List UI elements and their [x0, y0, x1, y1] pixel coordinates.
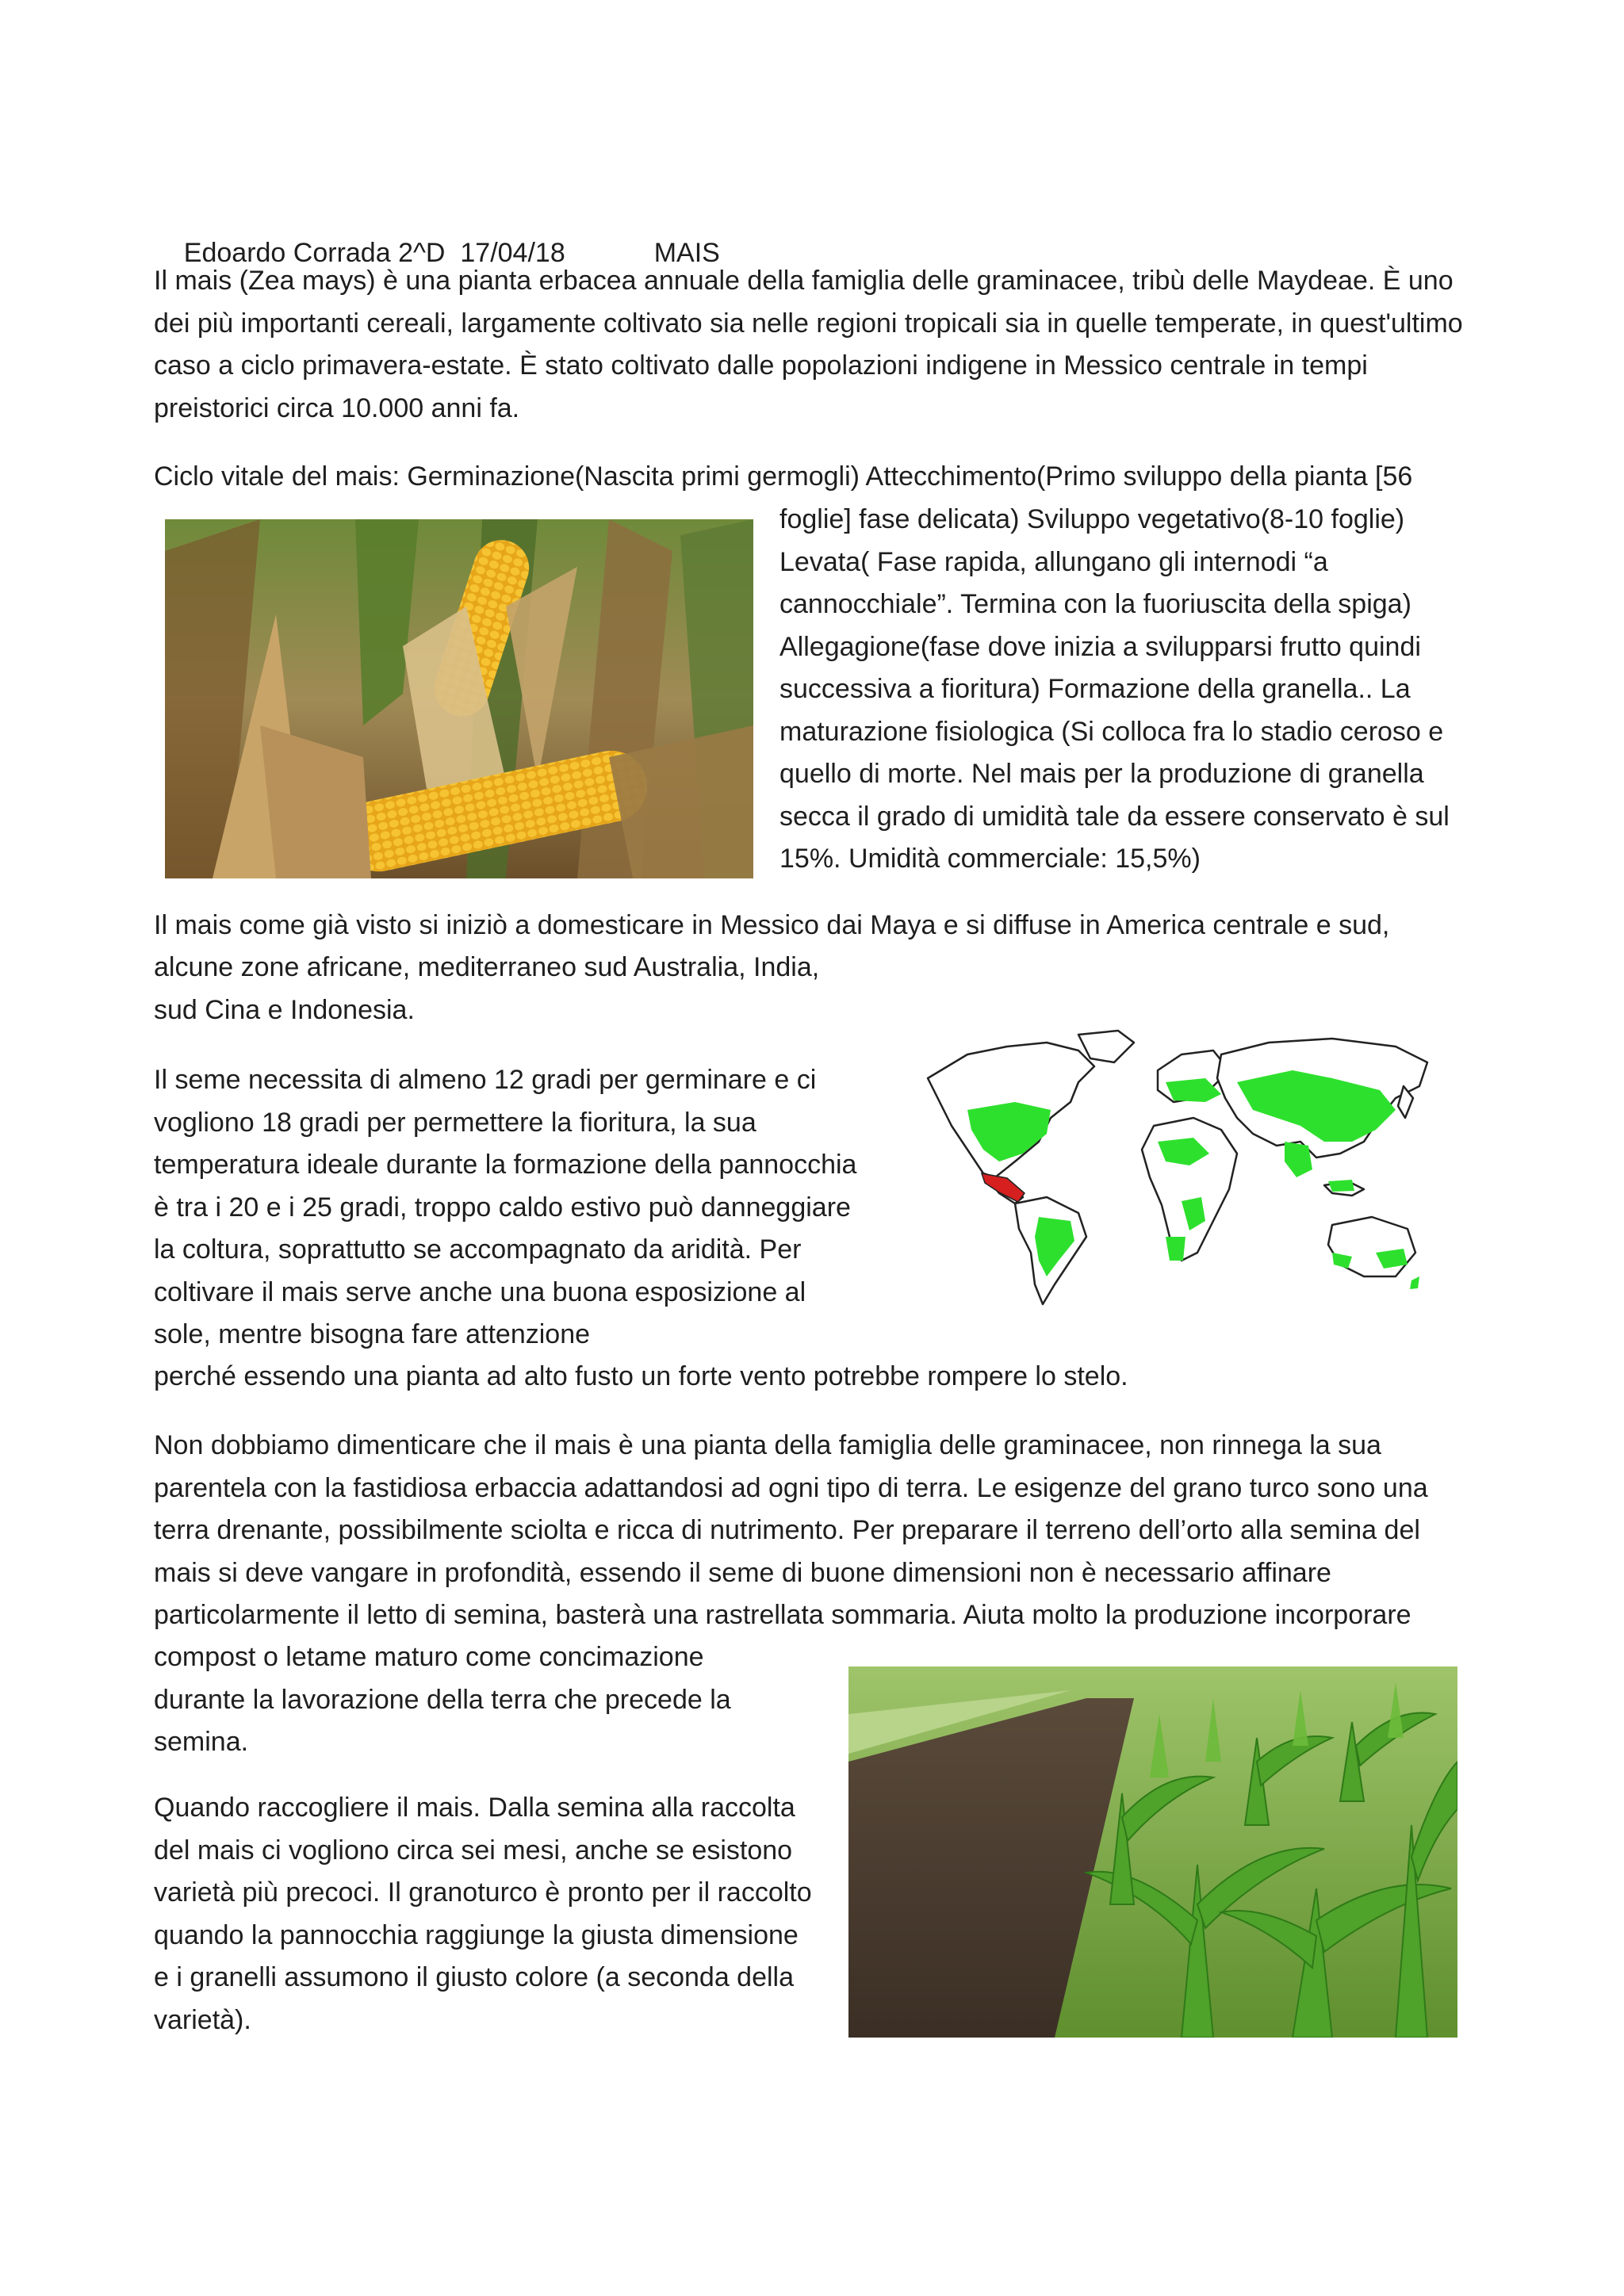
spread-line-3: sud Cina e Indonesia. [154, 995, 415, 1025]
harvest-paragraph: Quando raccogliere il mais. Dalla semina alla raccolta del mais ci vogliono circa sei mesi, anche se esistono varietà più precoci. Il granoturco è pronto per il raccolto quando la pannocchia raggiunge la giusta dimensione e i granelli assumono il giusto colore (a seconda della varietà). [154, 1793, 812, 2035]
intro-paragraph: Il mais (Zea mays) è una pianta erbacea annuale della famiglia delle graminacee, tribù delle Maydeae. È uno dei più importanti cereali, largamente coltivato sia nelle regioni tropicali sia in quelle temperate, in quest'ultimo caso a ciclo primavera-estate. È stato coltivato dalle popolazioni indigene in Messico centrale in tempi preistorici circa 10.000 anni fa. [154, 266, 1463, 423]
corn-cobs-photo [165, 519, 753, 878]
corn-seedlings-field-photo [848, 1667, 1457, 2038]
author-date: Edoardo Corrada 2^D 17/04/18 [183, 238, 565, 268]
spread-line-2: alcune zone africane, mediterraneo sud Australia, India, [154, 952, 820, 982]
cycle-first-line: Ciclo vitale del mais: Germinazione(Nascita primi germogli) Attecchimento(Primo sviluppo della pianta [56 [154, 461, 1413, 492]
document-title: MAIS [653, 238, 720, 268]
climate-last-line: perché essendo una pianta ad alto fusto un forte vento potrebbe rompere lo stelo. [154, 1361, 1128, 1391]
soil-paragraph: Non dobbiamo dimenticare che il mais è una pianta della famiglia delle graminacee, non rinnega la sua parentela con la fastidiosa erbaccia adattandosi ad ogni tipo di terra. Le esigenze del grano turco sono una terra drenante, possibilmente sciolta e ricca di nutrimento. Per preparare il terreno dell’orto alla semina del mais si deve vangare in profondità, essendo il seme di buone dimensioni non è necessario affinare particolarmente il letto di semina, basterà una rastrellata sommaria. Aiuta molto la produzione incorporare [154, 1430, 1428, 1630]
soil-continuation: compost o letame maturo come concimazione durante la lavorazione della terra che precede la semina. [154, 1642, 731, 1757]
spread-line-1: Il mais come già visto si iniziò a domesticare in Messico dai Maya e si diffuse in America centrale e sud, [154, 910, 1390, 940]
climate-paragraph: Il seme necessita di almeno 12 gradi per germinare e ci vogliono 18 gradi per permettere la fioritura, la sua temperatura ideale durante la formazione della pannocchia è tra i 20 e i 25 gradi, troppo caldo estivo può danneggiare la coltura, soprattutto se accompagnato da aridità. Per coltivare il mais serve anche una buona esposizione al sole, mentre bisogna fare attenzione [154, 1065, 857, 1349]
cycle-paragraph: foglie] fase delicata) Sviluppo vegetativo(8-10 foglie) Levata( Fase rapida, allungano gli internodi “a cannocchiale”. Termina con la fuoriuscita della spiga) Allegagione(fase dove inizia a svilupparsi frutto quindi successiva a fioritura) Formazione della granella.. La maturazione fisiologica (Si colloca fra lo stadio ceroso e quello di morte. Nel mais per la produzione di granella secca il grado di umidità tale da essere conservato è sul 15%. Umidità commerciale: 15,5%) [779, 504, 1450, 874]
maize-distribution-world-map [920, 1023, 1443, 1308]
